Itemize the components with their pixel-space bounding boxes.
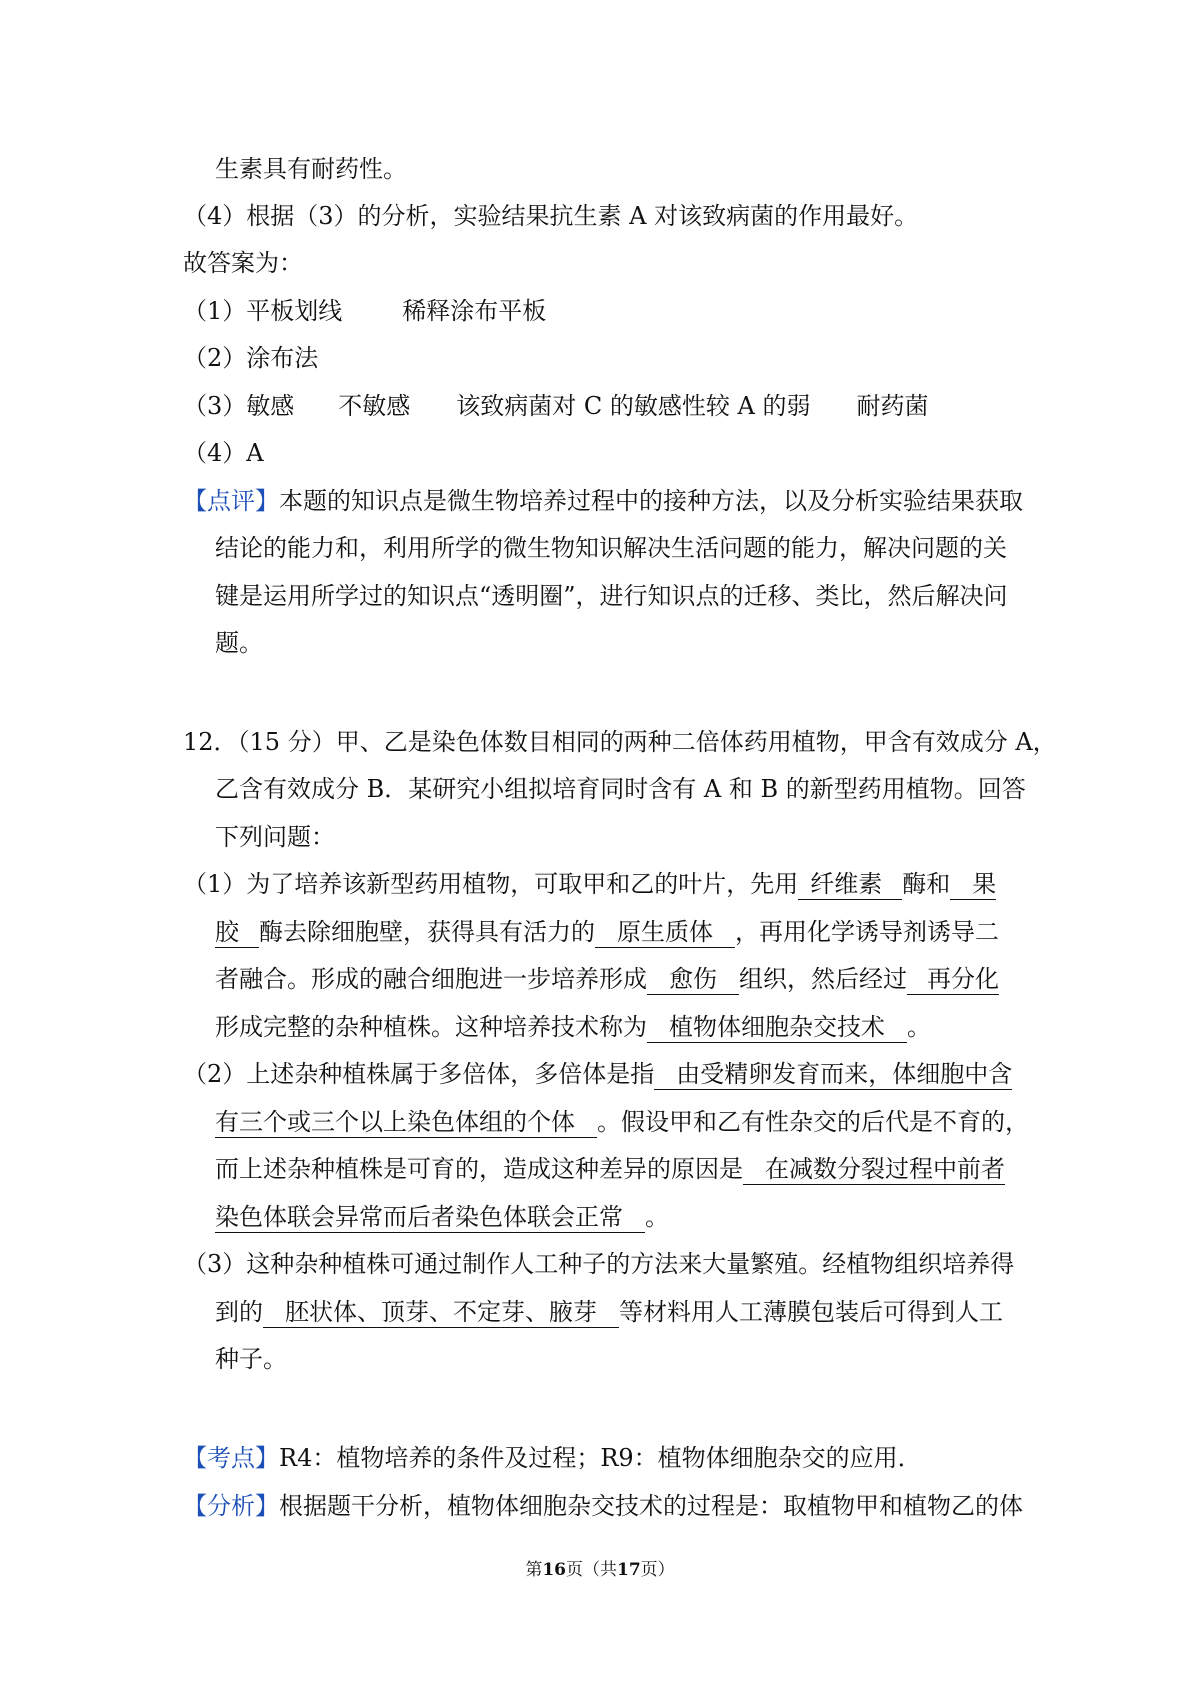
answer-blank: 染色体联会异常而后者染色体联会正常 bbox=[215, 1203, 645, 1233]
question-line: 形成完整的杂种植株。这种培养技术称为 植物体细胞杂交技术 。 bbox=[215, 1013, 931, 1041]
text-line: （4）根据（3）的分析，实验结果抗生素 A 对该致病菌的作用最好。 bbox=[183, 202, 919, 230]
text-line: 故答案为： bbox=[183, 249, 303, 277]
answer-line: （4）A bbox=[183, 439, 264, 467]
question-line: 下列问题： bbox=[215, 823, 335, 851]
question-line: 种子。 bbox=[215, 1345, 287, 1373]
answer-line: （2）涂布法 bbox=[183, 344, 319, 372]
review-line: 题。 bbox=[215, 629, 263, 657]
answer-blank: 在减数分裂过程中前者 bbox=[743, 1155, 1005, 1185]
question-line: 而上述杂种植株是可育的，造成这种差异的原因是 在减数分裂过程中前者 bbox=[215, 1155, 1005, 1183]
question-line: （3）这种杂种植株可通过制作人工种子的方法来大量繁殖。经植物组织培养得 bbox=[183, 1250, 1015, 1278]
answer-blank: 再分化 bbox=[907, 965, 999, 995]
answer-blank: 果 bbox=[950, 870, 996, 900]
question-line: 染色体联会异常而后者染色体联会正常 。 bbox=[215, 1203, 669, 1231]
page-footer: 第16页（共17页） bbox=[525, 1560, 675, 1580]
answer-blank: 胶 bbox=[215, 918, 259, 948]
answer-blank: 胚状体、顶芽、不定芽、腋芽 bbox=[263, 1298, 619, 1328]
question-line: （1）为了培养该新型药用植物，可取甲和乙的叶片，先用 纤维素 酶和 果 bbox=[183, 870, 997, 898]
question-line: 乙含有效成分 B．某研究小组拟培育同时含有 A 和 B 的新型药用植物。回答 bbox=[215, 775, 1026, 803]
kaodian-tag: 【考点】 bbox=[183, 1444, 279, 1472]
page-number: 16 bbox=[542, 1560, 566, 1580]
text-line: 生素具有耐药性。 bbox=[215, 155, 407, 183]
review-line: 键是运用所学过的知识点“透明圈”，进行知识点的迁移、类比，然后解决问 bbox=[215, 582, 1008, 610]
review-line: 【点评】本题的知识点是微生物培养过程中的接种方法，以及分析实验结果获取 bbox=[183, 487, 1023, 515]
question-line: 胶 酶去除细胞壁，获得具有活力的 原生质体 ，再用化学诱导剂诱导二 bbox=[215, 918, 999, 946]
answer-line: （3）敏感 不敏感 该致病菌对 C 的敏感性较 A 的弱 耐药菌 bbox=[183, 392, 929, 420]
review-line: 结论的能力和，利用所学的微生物知识解决生活问题的能力，解决问题的关 bbox=[215, 534, 1007, 562]
question-line: （2）上述杂种植株属于多倍体，多倍体是指 由受精卵发育而来，体细胞中含 bbox=[183, 1060, 1013, 1088]
answer-blank: 植物体细胞杂交技术 bbox=[647, 1013, 907, 1043]
question-line: 到的 胚状体、顶芽、不定芽、腋芽 等材料用人工薄膜包装后可得到人工 bbox=[215, 1298, 1003, 1326]
answer-blank: 纤维素 bbox=[798, 870, 902, 900]
total-pages: 17 bbox=[617, 1560, 641, 1580]
question-line: 有三个或三个以上染色体组的个体 。假设甲和乙有性杂交的后代是不育的， bbox=[215, 1108, 1029, 1136]
kaodian-line: 【考点】R4：植物培养的条件及过程；R9：植物体细胞杂交的应用． bbox=[183, 1444, 922, 1472]
answer-blank: 有三个或三个以上染色体组的个体 bbox=[215, 1108, 597, 1138]
fenxi-tag: 【分析】 bbox=[183, 1492, 279, 1520]
fenxi-line: 【分析】根据题干分析，植物体细胞杂交技术的过程是：取植物甲和植物乙的体 bbox=[183, 1492, 1023, 1520]
review-tag: 【点评】 bbox=[183, 487, 279, 515]
question-line: 者融合。形成的融合细胞进一步培养形成 愈伤 组织，然后经过 再分化 bbox=[215, 965, 999, 993]
answer-line: （1）平板划线 稀释涂布平板 bbox=[183, 297, 547, 325]
answer-blank: 愈伤 bbox=[647, 965, 739, 995]
answer-blank: 原生质体 bbox=[595, 918, 735, 948]
question-line: 12．（15 分）甲、乙是染色体数目相同的两种二倍体药用植物，甲含有效成分 A， bbox=[183, 728, 1057, 756]
answer-blank: 由受精卵发育而来，体细胞中含 bbox=[654, 1060, 1012, 1090]
